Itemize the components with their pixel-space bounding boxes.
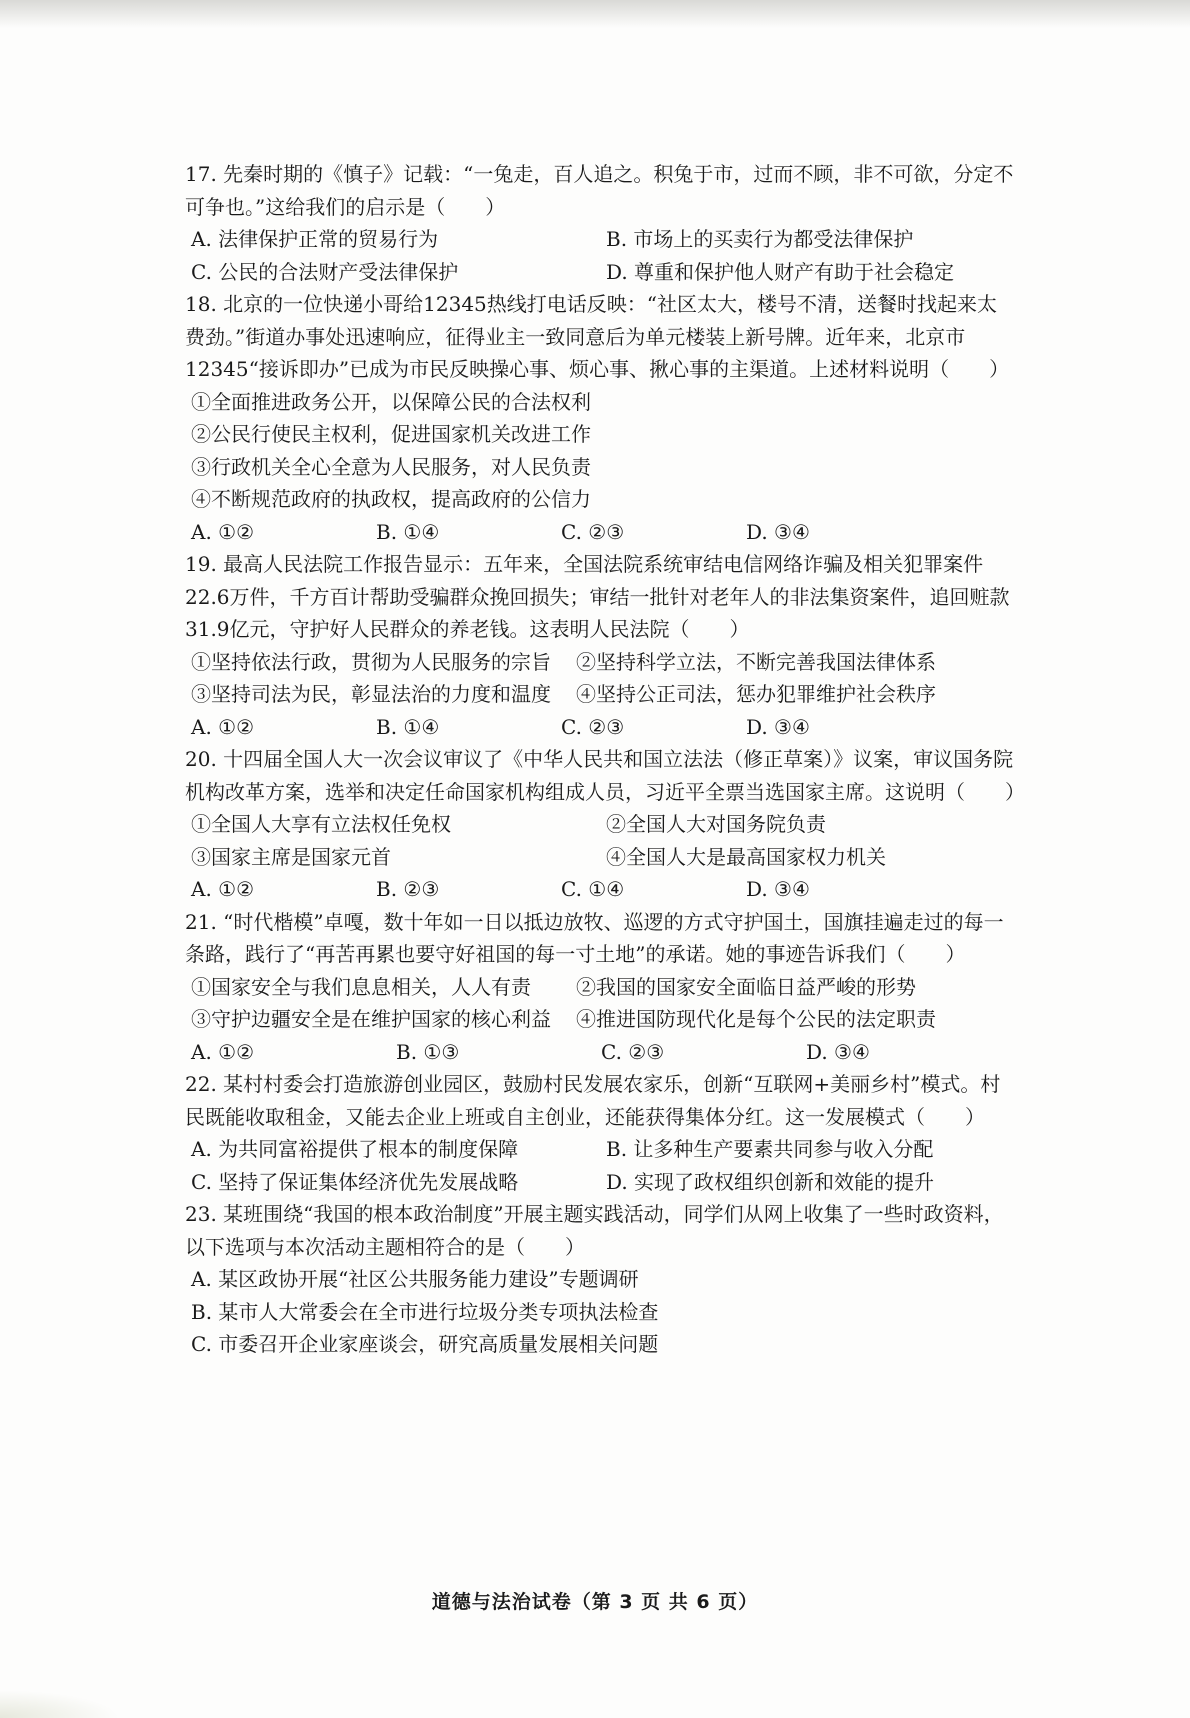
statement-2: ②我国的国家安全面临日益严峻的形势 bbox=[576, 974, 916, 999]
statement-4: ④推进国防现代化是每个公民的法定职责 bbox=[576, 1007, 936, 1031]
scan-smudge bbox=[0, 1690, 120, 1718]
statement-4: ④不断规范政府的执政权，提高政府的公信力 bbox=[191, 487, 591, 511]
option-c: C. 市委召开企业家座谈会，研究高质量发展相关问题 bbox=[191, 1332, 659, 1356]
statement-2: ②公民行使民主权利，促进国家机关改进工作 bbox=[191, 422, 591, 446]
option-row bbox=[185, 1133, 1015, 1166]
question-19 bbox=[185, 548, 1015, 743]
scan-shadow bbox=[0, 0, 1190, 28]
option-row bbox=[185, 873, 1015, 906]
statement-1: ①坚持依法行政，贯彻为人民服务的宗旨 bbox=[191, 649, 551, 674]
option-c: C. 公民的合法财产受法律保护 bbox=[191, 259, 459, 284]
question-stem: 22. 某村村委会打造旅游创业园区，鼓励村民发展农家乐，创新“互联网+美丽乡村”模式。村民既能收取租金，又能去企业上班或自主创业，还能获得集体分红。这一发展模式（ ） bbox=[185, 1072, 1001, 1129]
option-c: C. ②③ bbox=[561, 519, 625, 544]
option-d: D. 实现了政权组织创新和效能的提升 bbox=[606, 1169, 935, 1194]
question-stem: 23. 某班围绕“我国的根本政治制度”开展主题实践活动，同学们从网上收集了一些时政资料，以下选项与本次活动主题相符合的是（ ） bbox=[185, 1202, 1004, 1259]
option-c: C. ①④ bbox=[561, 877, 625, 901]
statement-row bbox=[185, 646, 1015, 679]
question-18 bbox=[185, 288, 1015, 548]
question-22 bbox=[185, 1068, 1015, 1198]
statement-3: ③守护边疆安全是在维护国家的核心利益 bbox=[191, 1007, 551, 1031]
option-b: B. 市场上的买卖行为都受法律保护 bbox=[606, 227, 914, 251]
question-17 bbox=[185, 158, 1015, 288]
statement-2: ②坚持科学立法，不断完善我国法律体系 bbox=[576, 649, 936, 674]
option-row bbox=[185, 711, 1015, 744]
statement-1: ①国家安全与我们息息相关，人人有责 bbox=[191, 974, 531, 999]
option-b: B. 某市人大常委会在全市进行垃圾分类专项执法检查 bbox=[191, 1299, 659, 1324]
question-stem: 17. 先秦时期的《慎子》记载：“一兔走，百人追之。积兔于市，过而不顾，非不可欲，分定不可争也。”这给我们的启示是（ ） bbox=[185, 162, 1014, 219]
option-row bbox=[185, 516, 1015, 549]
statement-row bbox=[185, 678, 1015, 711]
option-a: A. ①② bbox=[191, 714, 255, 739]
question-stem: 21. “时代楷模”卓嘎，数十年如一日以抵边放牧、巡逻的方式守护国土，国旗挂遍走过的每一条路，践行了“再苦再累也要守好祖国的每一寸土地”的承诺。她的事迹告诉我们（ ） bbox=[185, 909, 1004, 966]
statement-3: ③行政机关全心全意为人民服务，对人民负责 bbox=[191, 454, 591, 479]
option-d: D. ③④ bbox=[746, 877, 810, 901]
question-stem: 20. 十四届全国人大一次会议审议了《中华人民共和国立法法（修正草案）》议案，审议国务院机构改革方案，选举和决定任命国家机构组成人员，习近平全票当选国家主席。这说明（ ） bbox=[185, 747, 1025, 804]
option-c: C. ②③ bbox=[601, 1039, 665, 1064]
statement-3: ③国家主席是国家元首 bbox=[191, 844, 391, 869]
option-b: B. ①③ bbox=[396, 1039, 460, 1064]
statement-row bbox=[185, 841, 1015, 874]
statement-1: ①全面推进政务公开，以保障公民的合法权利 bbox=[191, 389, 591, 414]
statement-4: ④全国人大是最高国家权力机关 bbox=[606, 844, 886, 869]
question-21 bbox=[185, 906, 1015, 1069]
page-footer: 道德与法治试卷（第 3 页 共 6 页） bbox=[431, 1591, 759, 1613]
option-a: A. 法律保护正常的贸易行为 bbox=[191, 227, 439, 251]
option-a: A. ①② bbox=[191, 877, 255, 901]
statement-1: ①全国人大享有立法权任免权 bbox=[191, 812, 451, 836]
statement-2: ②全国人大对国务院负责 bbox=[606, 812, 826, 836]
option-b: B. ①④ bbox=[376, 714, 440, 739]
question-23 bbox=[185, 1198, 1015, 1361]
option-a: A. ①② bbox=[191, 519, 255, 544]
statement-row bbox=[185, 971, 1015, 1004]
question-list bbox=[185, 158, 1025, 1361]
option-d: D. ③④ bbox=[806, 1039, 870, 1064]
option-b: B. ②③ bbox=[376, 877, 440, 901]
question-20 bbox=[185, 743, 1025, 906]
option-c: C. ②③ bbox=[561, 714, 625, 739]
option-a: A. 为共同富裕提供了根本的制度保障 bbox=[191, 1137, 519, 1161]
statement-4: ④坚持公正司法，惩办犯罪维护社会秩序 bbox=[576, 682, 936, 706]
option-row bbox=[185, 256, 1015, 289]
option-a: A. ①② bbox=[191, 1039, 255, 1064]
option-d: D. 尊重和保护他人财产有助于社会稳定 bbox=[606, 259, 955, 284]
statement-3: ③坚持司法为民，彰显法治的力度和温度 bbox=[191, 682, 551, 706]
statement-row bbox=[185, 1003, 1015, 1036]
option-row bbox=[185, 1166, 1015, 1199]
statement-row bbox=[185, 808, 1015, 841]
option-a: A. 某区政协开展“社区公共服务能力建设”专题调研 bbox=[191, 1267, 639, 1291]
question-stem: 19. 最高人民法院工作报告显示：五年来，全国法院系统审结电信网络诈骗及相关犯罪案件22.6万件，千方百计帮助受骗群众挽回损失；审结一批针对老年人的非法集资案件，追回赃款31.9亿元，守护好人民群众的养老钱。这表明人民法院（ ） bbox=[185, 552, 1010, 641]
option-row bbox=[185, 223, 1015, 256]
option-b: B. ①④ bbox=[376, 519, 440, 544]
question-stem: 18. 北京的一位快递小哥给12345热线打电话反映：“社区太大，楼号不清，送餐时找起来太费劲。”街道办事处迅速响应，征得业主一致同意后为单元楼装上新号牌。近年来，北京市12345“接诉即办”已成为市民反映操心事、烦心事、揪心事的主渠道。上述材料说明（ ） bbox=[185, 292, 1010, 381]
option-d: D. ③④ bbox=[746, 714, 810, 739]
option-b: B. 让多种生产要素共同参与收入分配 bbox=[606, 1137, 934, 1161]
option-row bbox=[185, 1036, 1015, 1069]
option-c: C. 坚持了保证集体经济优先发展战略 bbox=[191, 1169, 519, 1194]
option-d: D. ③④ bbox=[746, 519, 810, 544]
